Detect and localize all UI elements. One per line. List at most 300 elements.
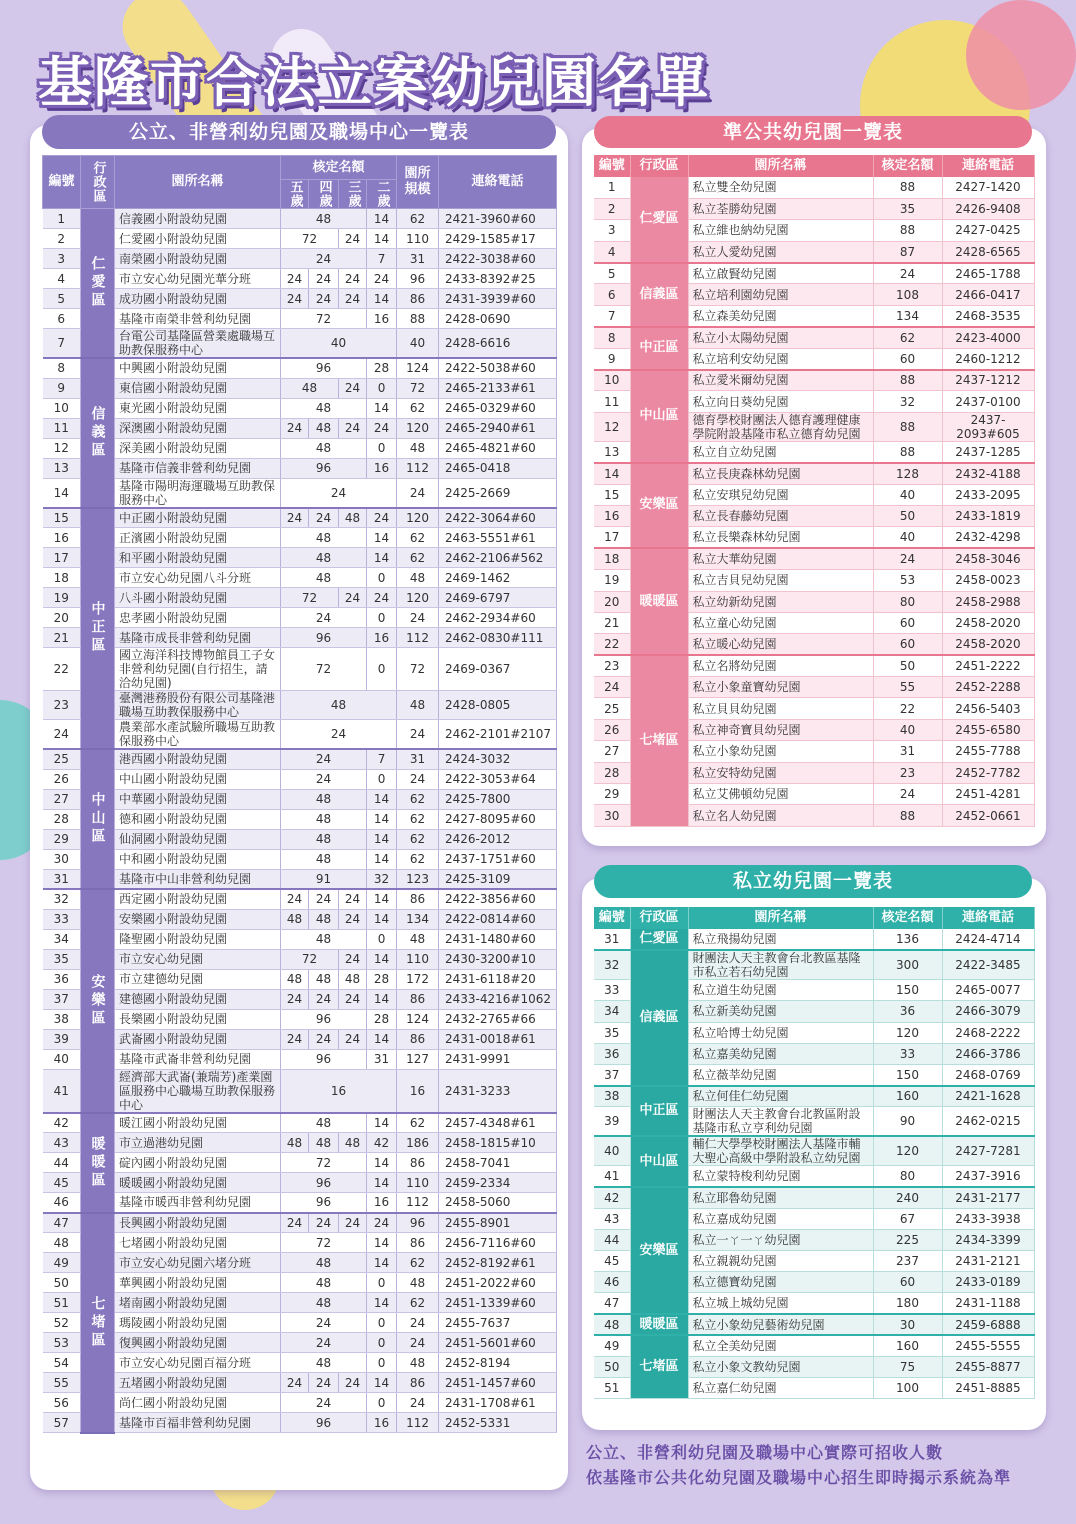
row-number: 5 bbox=[594, 263, 630, 284]
total-scale: 124 bbox=[397, 1009, 439, 1029]
approved-capacity: 14 bbox=[367, 229, 397, 249]
total-scale: 112 bbox=[397, 1413, 439, 1433]
footer-note-1: 公立、非營利幼兒園及職場中心實際可招收人數 bbox=[586, 1443, 944, 1462]
approved-capacity: 88 bbox=[873, 220, 942, 241]
row-number: 2 bbox=[43, 229, 81, 249]
phone-number: 2424-4714 bbox=[942, 929, 1034, 950]
total-scale: 127 bbox=[397, 1049, 439, 1069]
total-scale: 62 bbox=[397, 1113, 439, 1133]
header-phone: 連絡電話 bbox=[439, 156, 557, 209]
approved-capacity: 48 bbox=[339, 508, 367, 528]
row-number: 14 bbox=[43, 478, 81, 508]
row-number: 4 bbox=[594, 241, 630, 262]
row-number: 43 bbox=[594, 1208, 630, 1229]
phone-number: 2458-7041 bbox=[439, 1153, 557, 1173]
row-number: 38 bbox=[43, 1009, 81, 1029]
table-row bbox=[43, 1009, 557, 1029]
approved-capacity: 28 bbox=[367, 1009, 397, 1029]
approved-capacity: 24 bbox=[281, 720, 397, 750]
phone-number: 2431-0018#61 bbox=[439, 1029, 557, 1049]
kindergarten-name: 七堵國小附設幼兒園 bbox=[115, 1233, 281, 1253]
kindergarten-name: 東信國小附設幼兒園 bbox=[115, 378, 281, 398]
approved-capacity: 96 bbox=[281, 358, 367, 378]
header-scale: 園所規模 bbox=[397, 156, 439, 209]
private-heading: 私立幼兒園一覽表 bbox=[594, 865, 1032, 898]
approved-capacity: 24 bbox=[339, 1373, 367, 1393]
approved-capacity: 28 bbox=[367, 358, 397, 378]
kindergarten-name: 市立安心幼兒園 bbox=[115, 949, 281, 969]
phone-number: 2422-3856#60 bbox=[439, 889, 557, 909]
table-row bbox=[43, 588, 557, 608]
row-number: 16 bbox=[43, 528, 81, 548]
total-scale: 62 bbox=[397, 209, 439, 229]
district-label: 仁愛區 bbox=[630, 929, 688, 950]
table-row bbox=[43, 1413, 557, 1433]
approved-capacity: 0 bbox=[367, 378, 397, 398]
header-no: 編號 bbox=[594, 155, 630, 177]
approved-capacity: 24 bbox=[339, 289, 367, 309]
phone-number: 2437-1751#60 bbox=[439, 849, 557, 869]
phone-number: 2457-4348#61 bbox=[439, 1113, 557, 1133]
approved-capacity: 48 bbox=[309, 418, 339, 438]
kindergarten-name: 私立安特幼兒園 bbox=[688, 762, 873, 783]
kindergarten-name: 長樂國小附設幼兒園 bbox=[115, 1009, 281, 1029]
phone-number: 2462-0830#111 bbox=[439, 628, 557, 648]
row-number: 20 bbox=[43, 608, 81, 628]
phone-number: 2427-0425 bbox=[942, 220, 1034, 241]
row-number: 48 bbox=[594, 1314, 630, 1335]
header-capacity: 核定名額 bbox=[873, 155, 942, 177]
phone-number: 2451-2222 bbox=[942, 655, 1034, 676]
total-scale: 62 bbox=[397, 849, 439, 869]
table-row bbox=[43, 1233, 557, 1253]
approved-capacity: 24 bbox=[873, 784, 942, 805]
approved-capacity: 24 bbox=[339, 1213, 367, 1233]
kindergarten-name: 私立暖心幼兒園 bbox=[688, 634, 873, 655]
approved-capacity: 96 bbox=[281, 1173, 367, 1193]
total-scale: 134 bbox=[397, 909, 439, 929]
approved-capacity: 30 bbox=[873, 1314, 942, 1335]
phone-number: 2424-3032 bbox=[439, 749, 557, 769]
row-number: 44 bbox=[594, 1229, 630, 1250]
row-number: 45 bbox=[43, 1173, 81, 1193]
phone-number: 2437-3916 bbox=[942, 1166, 1034, 1187]
row-number: 49 bbox=[594, 1335, 630, 1356]
approved-capacity: 0 bbox=[367, 769, 397, 789]
kindergarten-name: 私立愛米爾幼兒園 bbox=[688, 370, 873, 391]
phone-number: 2456-5403 bbox=[942, 698, 1034, 719]
table-row bbox=[43, 1273, 557, 1293]
district-label: 暖暖區 bbox=[81, 1113, 115, 1213]
total-scale: 124 bbox=[397, 358, 439, 378]
approved-capacity: 24 bbox=[873, 263, 942, 284]
row-number: 30 bbox=[594, 805, 630, 826]
total-scale: 31 bbox=[397, 249, 439, 269]
total-scale: 62 bbox=[397, 528, 439, 548]
district-label: 七堵區 bbox=[81, 1213, 115, 1433]
district-label: 中山區 bbox=[630, 370, 688, 463]
table-row bbox=[43, 989, 557, 1009]
kindergarten-name: 私立飛揚幼兒園 bbox=[688, 929, 873, 950]
approved-capacity: 42 bbox=[367, 1133, 397, 1153]
approved-capacity: 24 bbox=[339, 229, 367, 249]
header-age-2: 二歲 bbox=[367, 180, 397, 209]
row-number: 1 bbox=[43, 209, 81, 229]
row-number: 32 bbox=[594, 950, 630, 980]
approved-capacity: 16 bbox=[367, 309, 397, 329]
phone-number: 2452-5331 bbox=[439, 1413, 557, 1433]
phone-number: 2437-1285 bbox=[942, 441, 1034, 462]
total-scale: 31 bbox=[397, 749, 439, 769]
phone-number: 2466-3079 bbox=[942, 1001, 1034, 1022]
row-number: 41 bbox=[43, 1069, 81, 1113]
approved-capacity: 48 bbox=[281, 691, 397, 720]
phone-number: 2466-0417 bbox=[942, 284, 1034, 305]
approved-capacity: 67 bbox=[873, 1208, 942, 1229]
approved-capacity: 24 bbox=[309, 989, 339, 1009]
approved-capacity: 60 bbox=[873, 348, 942, 369]
quasi-public-table bbox=[594, 155, 1035, 827]
kindergarten-name: 私立哈博士幼兒園 bbox=[688, 1022, 873, 1043]
approved-capacity: 7 bbox=[367, 749, 397, 769]
phone-number: 2433-3938 bbox=[942, 1208, 1034, 1229]
row-number: 51 bbox=[43, 1293, 81, 1313]
kindergarten-name: 私立小象幼兒園 bbox=[688, 741, 873, 762]
kindergarten-name: 財團法人天主教會台北教區基隆市私立若石幼兒園 bbox=[688, 950, 873, 980]
public-kindergarten-table bbox=[42, 155, 557, 1434]
row-number: 25 bbox=[43, 749, 81, 769]
phone-number: 2428-6565 bbox=[942, 241, 1034, 262]
table-row bbox=[43, 398, 557, 418]
phone-number: 2458-2020 bbox=[942, 612, 1034, 633]
kindergarten-name: 私立艾佛頓幼兒園 bbox=[688, 784, 873, 805]
kindergarten-name: 中興國小附設幼兒園 bbox=[115, 358, 281, 378]
phone-number: 2465-2940#61 bbox=[439, 418, 557, 438]
phone-number: 2458-0023 bbox=[942, 570, 1034, 591]
total-scale: 24 bbox=[397, 478, 439, 508]
table-row bbox=[43, 608, 557, 628]
phone-number: 2458-2020 bbox=[942, 634, 1034, 655]
approved-capacity: 72 bbox=[281, 648, 367, 691]
page-title: 基隆市合法立案幼兒園名單 bbox=[38, 51, 710, 114]
approved-capacity: 24 bbox=[367, 269, 397, 289]
district-label: 中山區 bbox=[630, 1136, 688, 1187]
decor-ball bbox=[966, 0, 1076, 110]
approved-capacity: 136 bbox=[873, 929, 942, 950]
approved-capacity: 24 bbox=[281, 269, 309, 289]
row-number: 26 bbox=[594, 719, 630, 740]
approved-capacity: 40 bbox=[873, 484, 942, 505]
approved-capacity: 32 bbox=[367, 869, 397, 889]
kindergarten-name: 國立海洋科技博物館員工子女非營利幼兒園(自行招生，請洽幼兒園) bbox=[115, 648, 281, 691]
row-number: 9 bbox=[43, 378, 81, 398]
table-row bbox=[43, 869, 557, 889]
approved-capacity: 24 bbox=[281, 1313, 367, 1333]
approved-capacity: 7 bbox=[367, 249, 397, 269]
kindergarten-name: 私立耶魯幼兒園 bbox=[688, 1187, 873, 1208]
kindergarten-name: 私立長春藤幼兒園 bbox=[688, 505, 873, 526]
approved-capacity: 72 bbox=[281, 1233, 367, 1253]
phone-number: 2431-1480#60 bbox=[439, 929, 557, 949]
header-name: 園所名稱 bbox=[688, 907, 873, 929]
header-capacity: 核定名額 bbox=[281, 156, 397, 180]
approved-capacity: 24 bbox=[309, 289, 339, 309]
total-scale: 48 bbox=[397, 438, 439, 458]
approved-capacity: 14 bbox=[367, 889, 397, 909]
approved-capacity: 24 bbox=[281, 1213, 309, 1233]
total-scale: 62 bbox=[397, 829, 439, 849]
approved-capacity: 0 bbox=[367, 648, 397, 691]
total-scale: 112 bbox=[397, 458, 439, 478]
kindergarten-name: 長興國小附設幼兒園 bbox=[115, 1213, 281, 1233]
table-row bbox=[594, 950, 1034, 980]
table-row bbox=[43, 329, 557, 359]
phone-number: 2431-2177 bbox=[942, 1187, 1034, 1208]
row-number: 11 bbox=[594, 391, 630, 412]
approved-capacity: 24 bbox=[367, 508, 397, 528]
approved-capacity: 180 bbox=[873, 1293, 942, 1314]
approved-capacity: 22 bbox=[873, 698, 942, 719]
approved-capacity: 108 bbox=[873, 284, 942, 305]
total-scale: 96 bbox=[397, 269, 439, 289]
approved-capacity: 24 bbox=[281, 418, 309, 438]
phone-number: 2459-6888 bbox=[942, 1314, 1034, 1335]
phone-number: 2425-7800 bbox=[439, 789, 557, 809]
row-number: 36 bbox=[594, 1043, 630, 1064]
row-number: 4 bbox=[43, 269, 81, 289]
table-row bbox=[43, 1113, 557, 1133]
row-number: 15 bbox=[43, 508, 81, 528]
table-row bbox=[43, 691, 557, 720]
kindergarten-name: 私立大華幼兒園 bbox=[688, 548, 873, 569]
approved-capacity: 53 bbox=[873, 570, 942, 591]
total-scale: 40 bbox=[397, 329, 439, 359]
district-label: 七堵區 bbox=[630, 1335, 688, 1399]
approved-capacity: 14 bbox=[367, 1253, 397, 1273]
table-row bbox=[43, 309, 557, 329]
phone-number: 2456-7116#60 bbox=[439, 1233, 557, 1253]
table-row bbox=[594, 1187, 1034, 1208]
header-capacity: 核定名額 bbox=[873, 907, 942, 929]
row-number: 26 bbox=[43, 769, 81, 789]
kindergarten-name: 私立向日葵幼兒園 bbox=[688, 391, 873, 412]
total-scale: 110 bbox=[397, 949, 439, 969]
table-row bbox=[43, 849, 557, 869]
approved-capacity: 14 bbox=[367, 909, 397, 929]
approved-capacity: 24 bbox=[281, 478, 397, 508]
row-number: 8 bbox=[594, 327, 630, 348]
approved-capacity: 14 bbox=[367, 809, 397, 829]
phone-number: 2455-6580 bbox=[942, 719, 1034, 740]
phone-number: 2458-5060 bbox=[439, 1193, 557, 1213]
kindergarten-name: 基隆市南榮非營利幼兒園 bbox=[115, 309, 281, 329]
kindergarten-name: 私立嘉美幼兒園 bbox=[688, 1043, 873, 1064]
table-row bbox=[43, 568, 557, 588]
phone-number: 2427-8095#60 bbox=[439, 809, 557, 829]
total-scale: 120 bbox=[397, 418, 439, 438]
phone-number: 2422-3064#60 bbox=[439, 508, 557, 528]
phone-number: 2433-4216#1062 bbox=[439, 989, 557, 1009]
public-heading: 公立、非營利幼兒園及職場中心一覽表 bbox=[42, 115, 556, 149]
table-row bbox=[594, 1335, 1034, 1356]
total-scale: 86 bbox=[397, 1373, 439, 1393]
phone-number: 2423-4000 bbox=[942, 327, 1034, 348]
approved-capacity: 0 bbox=[367, 438, 397, 458]
approved-capacity: 60 bbox=[873, 634, 942, 655]
total-scale: 120 bbox=[397, 588, 439, 608]
approved-capacity: 24 bbox=[309, 889, 339, 909]
approved-capacity: 32 bbox=[873, 391, 942, 412]
approved-capacity: 24 bbox=[281, 289, 309, 309]
kindergarten-name: 私立小象童寶幼兒園 bbox=[688, 677, 873, 698]
district-label: 仁愛區 bbox=[81, 209, 115, 359]
phone-number: 2451-8885 bbox=[942, 1378, 1034, 1399]
approved-capacity: 150 bbox=[873, 980, 942, 1001]
table-row bbox=[43, 1213, 557, 1233]
approved-capacity: 14 bbox=[367, 1029, 397, 1049]
row-number: 37 bbox=[594, 1064, 630, 1085]
row-number: 28 bbox=[43, 809, 81, 829]
row-number: 49 bbox=[43, 1253, 81, 1273]
row-number: 17 bbox=[594, 527, 630, 548]
total-scale: 62 bbox=[397, 398, 439, 418]
kindergarten-name: 私立嘉仁幼兒園 bbox=[688, 1378, 873, 1399]
table-row bbox=[43, 548, 557, 568]
row-number: 9 bbox=[594, 348, 630, 369]
approved-capacity: 128 bbox=[873, 463, 942, 484]
kindergarten-name: 基隆市信義非營利幼兒園 bbox=[115, 458, 281, 478]
row-number: 27 bbox=[594, 741, 630, 762]
kindergarten-name: 信義國小附設幼兒園 bbox=[115, 209, 281, 229]
approved-capacity: 48 bbox=[281, 1133, 309, 1153]
approved-capacity: 28 bbox=[367, 969, 397, 989]
phone-number: 2431-3939#60 bbox=[439, 289, 557, 309]
table-row bbox=[43, 1373, 557, 1393]
table-row bbox=[43, 1153, 557, 1173]
kindergarten-name: 堵南國小附設幼兒園 bbox=[115, 1293, 281, 1313]
kindergarten-name: 市立安心幼兒園六堵分班 bbox=[115, 1253, 281, 1273]
row-number: 35 bbox=[594, 1022, 630, 1043]
phone-number: 2422-3485 bbox=[942, 950, 1034, 980]
phone-number: 2433-0189 bbox=[942, 1272, 1034, 1293]
kindergarten-name: 華興國小附設幼兒園 bbox=[115, 1273, 281, 1293]
kindergarten-name: 中華國小附設幼兒園 bbox=[115, 789, 281, 809]
row-number: 21 bbox=[43, 628, 81, 648]
approved-capacity: 0 bbox=[367, 568, 397, 588]
table-row bbox=[43, 378, 557, 398]
approved-capacity: 48 bbox=[281, 909, 309, 929]
approved-capacity: 48 bbox=[281, 1273, 367, 1293]
total-scale: 48 bbox=[397, 1353, 439, 1373]
district-label: 七堵區 bbox=[630, 655, 688, 826]
approved-capacity: 120 bbox=[873, 1136, 942, 1166]
approved-capacity: 72 bbox=[281, 309, 367, 329]
kindergarten-name: 碇內國小附設幼兒園 bbox=[115, 1153, 281, 1173]
kindergarten-name: 八斗國小附設幼兒園 bbox=[115, 588, 281, 608]
kindergarten-name: 私立小象幼兒藝術幼兒園 bbox=[688, 1314, 873, 1335]
table-row bbox=[43, 889, 557, 909]
table-row bbox=[594, 370, 1034, 391]
total-scale: 186 bbox=[397, 1133, 439, 1153]
kindergarten-name: 私立幼新幼兒園 bbox=[688, 591, 873, 612]
approved-capacity: 96 bbox=[281, 1413, 367, 1433]
kindergarten-name: 私立培利園幼兒園 bbox=[688, 284, 873, 305]
kindergarten-name: 深澳國小附設幼兒園 bbox=[115, 418, 281, 438]
phone-number: 2437-0100 bbox=[942, 391, 1034, 412]
phone-number: 2462-2106#562 bbox=[439, 548, 557, 568]
total-scale: 24 bbox=[397, 608, 439, 628]
kindergarten-name: 私立薇莘幼兒園 bbox=[688, 1064, 873, 1085]
kindergarten-name: 暖江國小附設幼兒園 bbox=[115, 1113, 281, 1133]
phone-number: 2465-0077 bbox=[942, 980, 1034, 1001]
approved-capacity: 60 bbox=[873, 612, 942, 633]
phone-number: 2465-2133#61 bbox=[439, 378, 557, 398]
kindergarten-name: 私立道生幼兒園 bbox=[688, 980, 873, 1001]
row-number: 52 bbox=[43, 1313, 81, 1333]
row-number: 23 bbox=[594, 655, 630, 676]
table-row bbox=[43, 929, 557, 949]
header-district: 行政區 bbox=[81, 156, 115, 209]
phone-number: 2468-2222 bbox=[942, 1022, 1034, 1043]
phone-number: 2427-7281 bbox=[942, 1136, 1034, 1166]
approved-capacity: 24 bbox=[281, 608, 367, 628]
row-number: 10 bbox=[43, 398, 81, 418]
phone-number: 2469-6797 bbox=[439, 588, 557, 608]
row-number: 24 bbox=[594, 677, 630, 698]
phone-number: 2465-4821#60 bbox=[439, 438, 557, 458]
total-scale: 86 bbox=[397, 1233, 439, 1253]
kindergarten-name: 私立小太陽幼兒園 bbox=[688, 327, 873, 348]
kindergarten-name: 私立城上城幼兒園 bbox=[688, 1293, 873, 1314]
table-row bbox=[43, 269, 557, 289]
kindergarten-name: 私立何佳仁幼兒園 bbox=[688, 1086, 873, 1107]
header-age-5: 五歲 bbox=[281, 180, 309, 209]
phone-number: 2455-8901 bbox=[439, 1213, 557, 1233]
approved-capacity: 48 bbox=[281, 528, 367, 548]
row-number: 11 bbox=[43, 418, 81, 438]
kindergarten-name: 基隆市暖西非營利幼兒園 bbox=[115, 1193, 281, 1213]
approved-capacity: 24 bbox=[281, 1333, 367, 1353]
approved-capacity: 240 bbox=[873, 1187, 942, 1208]
table-row bbox=[43, 648, 557, 691]
approved-capacity: 80 bbox=[873, 1166, 942, 1187]
row-number: 17 bbox=[43, 548, 81, 568]
row-number: 8 bbox=[43, 358, 81, 378]
phone-number: 2455-8877 bbox=[942, 1357, 1034, 1378]
approved-capacity: 48 bbox=[281, 929, 367, 949]
row-number: 32 bbox=[43, 889, 81, 909]
row-number: 13 bbox=[43, 458, 81, 478]
total-scale: 112 bbox=[397, 628, 439, 648]
phone-number: 2465-1788 bbox=[942, 263, 1034, 284]
total-scale: 96 bbox=[397, 1213, 439, 1233]
phone-number: 2433-2095 bbox=[942, 484, 1034, 505]
table-row bbox=[594, 1086, 1034, 1107]
row-number: 38 bbox=[594, 1086, 630, 1107]
approved-capacity: 96 bbox=[281, 1193, 367, 1213]
kindergarten-name: 基隆市百福非營利幼兒園 bbox=[115, 1413, 281, 1433]
row-number: 19 bbox=[43, 588, 81, 608]
row-number: 27 bbox=[43, 789, 81, 809]
kindergarten-name: 德育學校財團法人德育護理健康學院附設基隆市私立德育幼兒園 bbox=[688, 412, 873, 441]
table-row bbox=[594, 1314, 1034, 1335]
total-scale: 110 bbox=[397, 1173, 439, 1193]
district-label: 安樂區 bbox=[630, 1187, 688, 1314]
approved-capacity: 134 bbox=[873, 305, 942, 326]
table-row bbox=[43, 829, 557, 849]
approved-capacity: 24 bbox=[309, 508, 339, 528]
approved-capacity: 88 bbox=[873, 177, 942, 198]
